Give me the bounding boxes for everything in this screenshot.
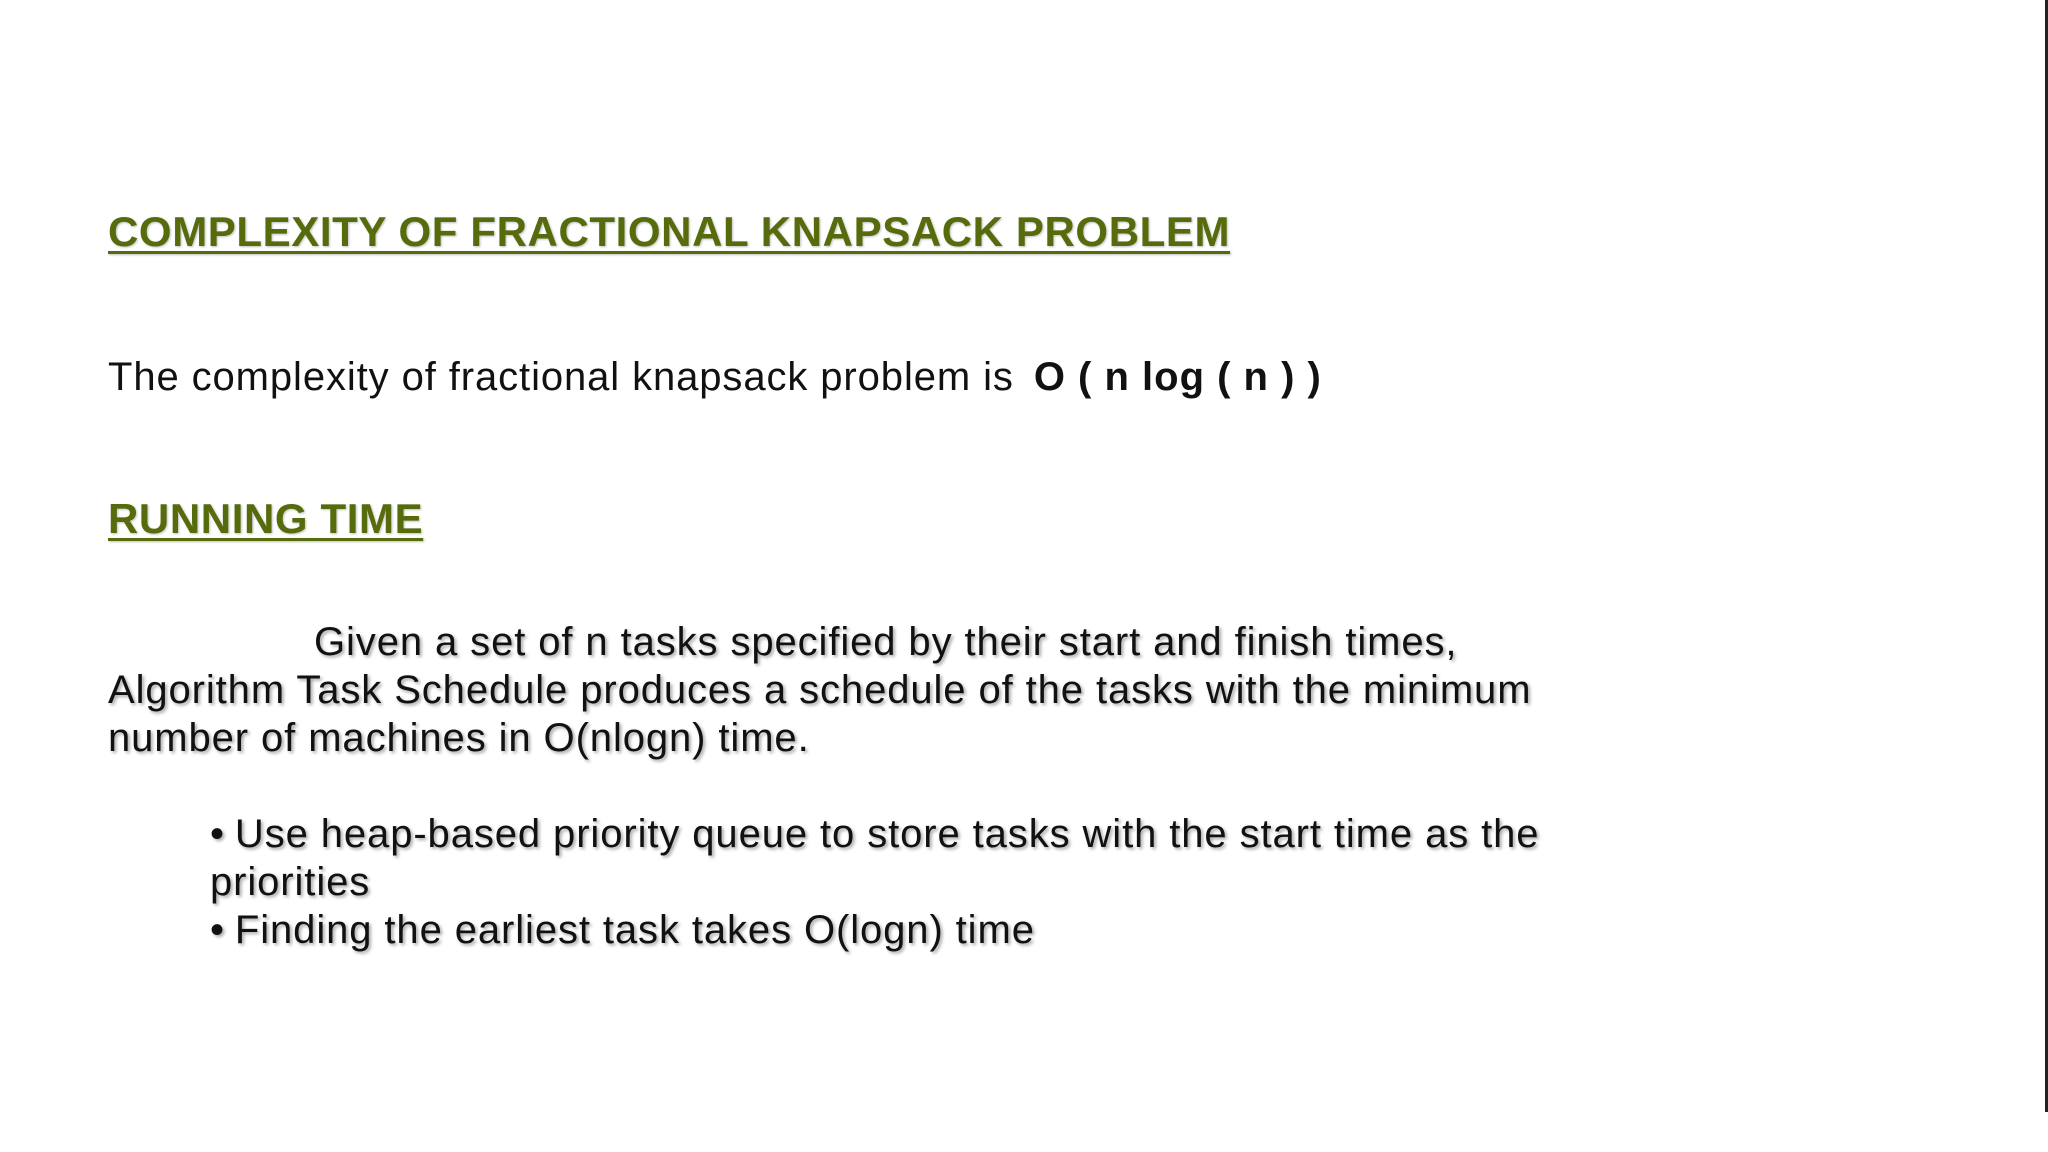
complexity-statement bbox=[108, 355, 1322, 400]
bullet-icon: • bbox=[210, 812, 225, 856]
bullet-icon: • bbox=[210, 908, 225, 952]
bullet-line bbox=[210, 810, 1539, 858]
paragraph-line: number of machines in O(nlogn) time. bbox=[108, 716, 810, 760]
bullet-line-continued: priorities bbox=[210, 860, 371, 904]
bullet-line bbox=[210, 906, 1539, 954]
bullet-text: Use heap-based priority queue to store tasks with the start time as the bbox=[234, 812, 1540, 856]
heading-complexity: COMPLEXITY OF FRACTIONAL KNAPSACK PROBLEM bbox=[108, 208, 1231, 255]
running-time-paragraph bbox=[108, 618, 1928, 762]
bullet-item bbox=[210, 810, 1539, 906]
bullet-item bbox=[210, 906, 1539, 954]
complexity-formula: O ( n log ( n ) ) bbox=[1033, 355, 1322, 399]
bullet-text: Finding the earliest task takes O(logn) time bbox=[234, 908, 1035, 952]
paragraph-line: Given a set of n tasks specified by their start and finish times, bbox=[314, 620, 1458, 664]
heading-running-time: RUNNING TIME bbox=[108, 495, 424, 542]
bullet-list bbox=[210, 810, 1539, 954]
paragraph-line: Algorithm Task Schedule produces a schedule of the tasks with the minimum bbox=[108, 668, 1532, 712]
complexity-text: The complexity of fractional knapsack problem is bbox=[108, 355, 1014, 399]
